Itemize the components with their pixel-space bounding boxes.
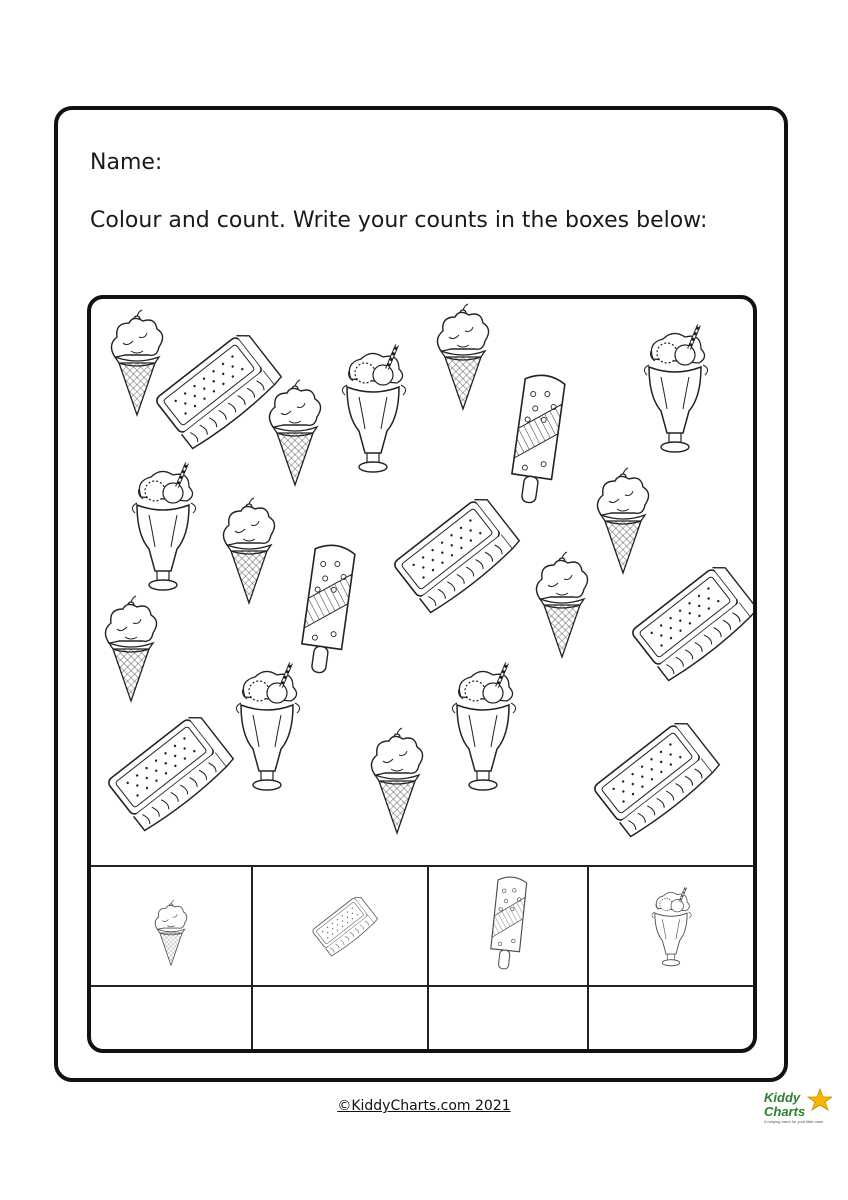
sandwich-illustration [630,561,753,682]
lolly-illustration [508,373,565,505]
picture-frame [87,295,757,1053]
sandwich-illustration [106,711,236,832]
legend-cone-icon [91,867,251,985]
legend-lolly-icon [429,867,587,985]
cone-illustration [371,728,422,833]
count-box-lolly[interactable] [429,987,587,1053]
svg-text:A helping hand for your little: A helping hand for your little ones [764,1119,824,1124]
cone-illustration [597,468,648,573]
kiddycharts-logo [760,1085,832,1127]
cone-illustration [223,498,274,603]
legend-sandwich-icon [253,867,427,985]
cone-illustration [269,380,320,485]
sundae-illustration [132,463,195,590]
lolly-illustration [298,543,355,675]
copyright-footer[interactable]: ©KiddyCharts.com 2021 [337,1098,511,1114]
svg-text:Kiddy: Kiddy [764,1090,801,1105]
sundae-illustration [236,663,299,790]
sundae-illustration [644,325,707,452]
count-box-cone[interactable] [91,987,251,1053]
name-label: Name: [90,150,163,175]
legend-sundae-icon [589,867,753,985]
ice-cream-scene [91,299,753,865]
instructions: Colour and count. Write your counts in the boxes below: [90,208,708,233]
count-box-sandwich[interactable] [253,987,427,1053]
cone-illustration [536,552,587,657]
sundae-illustration [342,345,405,472]
cone-illustration [105,596,156,701]
svg-text:Charts: Charts [764,1104,806,1119]
sundae-illustration [452,663,515,790]
sandwich-illustration [154,329,284,450]
sandwich-illustration [392,493,522,614]
count-box-sundae[interactable] [589,987,753,1053]
cone-illustration [437,304,488,409]
sandwich-illustration [592,717,722,838]
cone-illustration [111,310,162,415]
